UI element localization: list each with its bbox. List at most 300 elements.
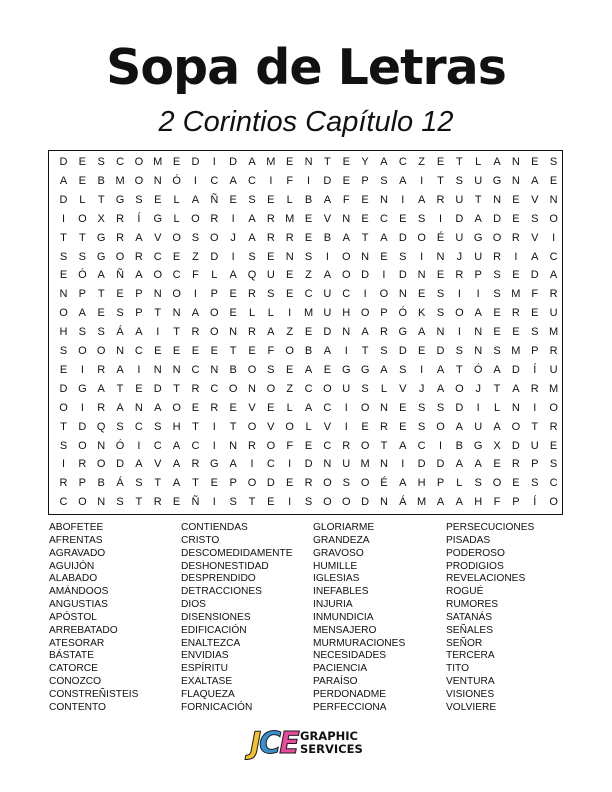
grid-letter[interactable]: S	[417, 212, 426, 225]
grid-letter[interactable]: S	[399, 363, 407, 376]
grid-letter[interactable]: E	[380, 250, 388, 263]
grid-letter[interactable]: R	[455, 269, 464, 282]
grid-letter[interactable]: É	[436, 231, 445, 244]
grid-letter[interactable]: B	[97, 174, 105, 187]
grid-letter[interactable]: O	[134, 174, 144, 187]
grid-letter[interactable]: H	[59, 326, 68, 339]
grid-letter[interactable]: C	[398, 156, 407, 168]
grid-letter[interactable]: O	[341, 496, 351, 509]
grid-letter[interactable]: I	[231, 250, 235, 263]
grid-letter[interactable]: P	[135, 288, 143, 301]
grid-letter[interactable]: E	[512, 326, 520, 339]
grid-letter[interactable]: F	[192, 269, 199, 282]
grid-letter[interactable]: M	[266, 156, 276, 168]
grid-letter[interactable]: O	[153, 269, 163, 282]
grid-letter[interactable]: T	[493, 382, 501, 395]
grid-letter[interactable]: N	[134, 401, 143, 414]
grid-letter[interactable]: Á	[116, 326, 124, 339]
grid-letter[interactable]: V	[399, 382, 407, 395]
grid-letter[interactable]: R	[97, 363, 106, 376]
grid-letter[interactable]: C	[323, 439, 332, 452]
grid-letter[interactable]: R	[530, 382, 539, 395]
grid-letter[interactable]: R	[116, 212, 125, 225]
grid-letter[interactable]: D	[191, 156, 200, 168]
grid-letter[interactable]: D	[361, 269, 370, 282]
grid-letter[interactable]: S	[493, 345, 501, 357]
grid-letter[interactable]: E	[229, 288, 237, 301]
grid-letter[interactable]: S	[59, 345, 68, 357]
grid-letter[interactable]: T	[154, 307, 162, 320]
grid-letter[interactable]: A	[474, 307, 482, 320]
grid-letter[interactable]: A	[436, 382, 445, 395]
grid-letter[interactable]: S	[116, 307, 124, 320]
grid-letter[interactable]: P	[380, 307, 388, 320]
grid-letter[interactable]: E	[286, 363, 294, 376]
grid-letter[interactable]: N	[323, 458, 332, 471]
grid-letter[interactable]: O	[360, 307, 370, 320]
grid-letter[interactable]: I	[344, 401, 348, 414]
grid-letter[interactable]: S	[549, 458, 558, 471]
grid-letter[interactable]: A	[436, 363, 445, 376]
grid-letter[interactable]: V	[323, 420, 332, 433]
grid-letter[interactable]: P	[210, 288, 218, 301]
grid-letter[interactable]: E	[116, 288, 124, 301]
grid-letter[interactable]: N	[511, 156, 520, 168]
grid-letter[interactable]: U	[342, 458, 351, 471]
grid-letter[interactable]: I	[325, 250, 329, 263]
grid-letter[interactable]: U	[549, 307, 558, 320]
grid-letter[interactable]: N	[398, 288, 407, 301]
grid-letter[interactable]: Z	[192, 250, 199, 263]
grid-letter[interactable]: D	[493, 212, 502, 225]
grid-letter[interactable]: C	[210, 174, 219, 187]
grid-letter[interactable]: Ó	[398, 307, 408, 320]
grid-letter[interactable]: D	[511, 439, 520, 452]
grid-letter[interactable]: O	[78, 496, 87, 509]
grid-letter[interactable]: O	[247, 363, 257, 376]
grid-letter[interactable]: S	[116, 496, 124, 509]
grid-letter[interactable]: S	[304, 496, 313, 509]
grid-letter[interactable]: Í	[533, 363, 537, 376]
grid-letter[interactable]: E	[78, 156, 87, 168]
grid-letter[interactable]: U	[323, 307, 332, 320]
grid-letter[interactable]: T	[437, 174, 444, 187]
grid-letter[interactable]: J	[418, 382, 425, 395]
grid-letter[interactable]: R	[304, 477, 313, 490]
grid-letter[interactable]: D	[210, 250, 219, 263]
grid-letter[interactable]: F	[531, 288, 539, 301]
grid-letter[interactable]: O	[266, 439, 276, 452]
grid-letter[interactable]: A	[229, 458, 237, 471]
grid-letter[interactable]: E	[549, 174, 558, 187]
grid-letter[interactable]: L	[248, 307, 256, 320]
grid-letter[interactable]: A	[172, 477, 181, 490]
grid-letter[interactable]: E	[78, 174, 87, 187]
grid-letter[interactable]: A	[248, 231, 256, 244]
grid-letter[interactable]: D	[436, 345, 445, 357]
grid-letter[interactable]: N	[379, 458, 388, 471]
grid-letter[interactable]: E	[436, 269, 445, 282]
grid-letter[interactable]: R	[379, 420, 388, 433]
grid-letter[interactable]: E	[512, 193, 520, 206]
grid-letter[interactable]: B	[229, 363, 237, 376]
grid-letter[interactable]: A	[135, 326, 143, 339]
grid-letter[interactable]: I	[61, 212, 66, 225]
grid-letter[interactable]: E	[191, 401, 200, 414]
grid-letter[interactable]: O	[78, 345, 87, 357]
grid-letter[interactable]: I	[307, 174, 311, 187]
grid-letter[interactable]: O	[228, 382, 238, 395]
grid-letter[interactable]: S	[380, 174, 388, 187]
grid-letter[interactable]: O	[134, 156, 144, 168]
grid-letter[interactable]: A	[531, 250, 539, 263]
grid-letter[interactable]: J	[230, 231, 236, 244]
grid-letter[interactable]: Q	[96, 420, 106, 433]
grid-letter[interactable]: P	[361, 174, 369, 187]
grid-letter[interactable]: I	[212, 439, 216, 452]
grid-letter[interactable]: I	[212, 496, 216, 509]
grid-letter[interactable]: S	[455, 345, 464, 357]
grid-letter[interactable]: O	[549, 212, 558, 225]
grid-letter[interactable]: I	[476, 288, 480, 301]
grid-letter[interactable]: S	[531, 477, 539, 490]
grid-letter[interactable]: O	[455, 307, 464, 320]
grid-letter[interactable]: U	[530, 439, 539, 452]
grid-letter[interactable]: C	[134, 345, 143, 357]
grid-letter[interactable]: B	[323, 231, 332, 244]
grid-letter[interactable]: L	[267, 307, 274, 320]
grid-letter[interactable]: A	[455, 420, 464, 433]
grid-letter[interactable]: A	[116, 401, 124, 414]
grid-letter[interactable]: I	[288, 496, 292, 509]
grid-letter[interactable]: M	[153, 156, 163, 168]
grid-letter[interactable]: O	[323, 382, 332, 395]
grid-letter[interactable]: V	[323, 212, 332, 225]
grid-letter[interactable]: A	[493, 363, 501, 376]
grid-letter[interactable]: C	[59, 496, 68, 509]
grid-letter[interactable]: I	[401, 458, 405, 471]
grid-letter[interactable]: I	[61, 458, 66, 471]
grid-letter[interactable]: C	[304, 288, 313, 301]
grid-letter[interactable]: C	[153, 439, 162, 452]
grid-letter[interactable]: V	[531, 193, 539, 206]
grid-letter[interactable]: I	[420, 250, 424, 263]
grid-letter[interactable]: E	[97, 307, 105, 320]
grid-letter[interactable]: N	[379, 496, 388, 509]
grid-letter[interactable]: O	[247, 477, 257, 490]
grid-letter[interactable]: S	[380, 345, 388, 357]
grid-letter[interactable]: G	[96, 250, 106, 263]
grid-letter[interactable]: E	[248, 345, 256, 357]
grid-letter[interactable]: X	[97, 212, 105, 225]
grid-letter[interactable]: S	[436, 401, 445, 414]
grid-letter[interactable]: O	[417, 231, 426, 244]
grid-letter[interactable]: T	[192, 420, 199, 433]
grid-letter[interactable]: I	[193, 174, 197, 187]
grid-letter[interactable]: E	[267, 401, 275, 414]
grid-letter[interactable]: N	[511, 174, 520, 187]
grid-letter[interactable]: E	[399, 401, 407, 414]
grid-letter[interactable]: T	[229, 420, 237, 433]
grid-letter[interactable]: S	[493, 288, 501, 301]
grid-letter[interactable]: R	[97, 401, 106, 414]
grid-letter[interactable]: G	[153, 212, 163, 225]
grid-letter[interactable]: A	[399, 477, 407, 490]
grid-letter[interactable]: S	[248, 250, 256, 263]
grid-letter[interactable]: C	[116, 156, 125, 168]
grid-letter[interactable]: A	[267, 326, 275, 339]
grid-letter[interactable]: R	[285, 231, 294, 244]
grid-letter[interactable]: O	[360, 477, 370, 490]
grid-letter[interactable]: I	[193, 288, 197, 301]
grid-letter[interactable]: M	[115, 174, 125, 187]
grid-letter[interactable]: P	[474, 269, 482, 282]
grid-letter[interactable]: N	[153, 174, 162, 187]
grid-letter[interactable]: C	[342, 288, 351, 301]
grid-letter[interactable]: E	[59, 269, 68, 282]
grid-letter[interactable]: A	[304, 401, 313, 414]
grid-letter[interactable]: B	[304, 193, 313, 206]
grid-letter[interactable]: I	[457, 326, 461, 339]
grid-letter[interactable]: S	[59, 439, 68, 452]
grid-letter[interactable]: S	[304, 250, 313, 263]
grid-letter[interactable]: C	[191, 363, 200, 376]
grid-letter[interactable]: V	[267, 420, 275, 433]
grid-letter[interactable]: R	[266, 231, 275, 244]
grid-letter[interactable]: C	[549, 250, 558, 263]
grid-letter[interactable]: E	[531, 307, 539, 320]
grid-letter[interactable]: U	[474, 420, 483, 433]
grid-letter[interactable]: M	[417, 496, 427, 509]
grid-letter[interactable]: D	[455, 212, 464, 225]
grid-letter[interactable]: O	[59, 307, 68, 320]
grid-letter[interactable]: Z	[418, 156, 425, 168]
grid-letter[interactable]: E	[229, 307, 237, 320]
grid-letter[interactable]: I	[344, 345, 348, 357]
grid-letter[interactable]: B	[455, 439, 464, 452]
grid-letter[interactable]: R	[210, 212, 219, 225]
grid-letter[interactable]: O	[172, 288, 181, 301]
grid-letter[interactable]: C	[153, 250, 162, 263]
grid-letter[interactable]: R	[191, 382, 200, 395]
grid-letter[interactable]: S	[455, 174, 464, 187]
grid-letter[interactable]: D	[266, 477, 275, 490]
grid-letter[interactable]: N	[436, 250, 445, 263]
grid-letter[interactable]: A	[417, 326, 426, 339]
grid-letter[interactable]: N	[116, 345, 125, 357]
grid-letter[interactable]: R	[511, 307, 520, 320]
grid-letter[interactable]: U	[549, 363, 558, 376]
grid-letter[interactable]: E	[59, 363, 68, 376]
grid-letter[interactable]: E	[154, 345, 162, 357]
grid-letter[interactable]: D	[229, 156, 238, 168]
grid-letter[interactable]: A	[304, 363, 313, 376]
grid-letter[interactable]: O	[341, 269, 351, 282]
grid-letter[interactable]: E	[361, 420, 369, 433]
grid-letter[interactable]: N	[511, 401, 520, 414]
grid-letter[interactable]: A	[135, 231, 143, 244]
grid-letter[interactable]: S	[493, 269, 501, 282]
grid-letter[interactable]: E	[172, 156, 181, 168]
grid-letter[interactable]: N	[304, 156, 313, 168]
grid-letter[interactable]: D	[153, 382, 162, 395]
grid-letter[interactable]: I	[344, 420, 348, 433]
grid-letter[interactable]: A	[59, 174, 68, 187]
grid-letter[interactable]: E	[342, 156, 350, 168]
grid-letter[interactable]: A	[97, 382, 105, 395]
grid-letter[interactable]: O	[78, 439, 87, 452]
grid-letter[interactable]: A	[417, 193, 426, 206]
grid-letter[interactable]: T	[361, 231, 369, 244]
grid-letter[interactable]: E	[323, 363, 332, 376]
grid-letter[interactable]: A	[512, 382, 520, 395]
grid-letter[interactable]: G	[360, 363, 370, 376]
grid-letter[interactable]: E	[135, 382, 143, 395]
grid-letter[interactable]: N	[153, 363, 162, 376]
grid-letter[interactable]: Z	[286, 382, 294, 395]
grid-letter[interactable]: Í	[533, 496, 537, 509]
grid-letter[interactable]: H	[474, 496, 483, 509]
grid-letter[interactable]: T	[60, 231, 67, 244]
grid-letter[interactable]: J	[475, 382, 481, 395]
grid-letter[interactable]: P	[531, 458, 539, 471]
grid-letter[interactable]: S	[248, 193, 256, 206]
grid-letter[interactable]: R	[78, 458, 87, 471]
grid-letter[interactable]: I	[401, 193, 405, 206]
grid-letter[interactable]: N	[172, 363, 181, 376]
grid-letter[interactable]: I	[269, 174, 273, 187]
grid-letter[interactable]: M	[511, 345, 521, 357]
grid-letter[interactable]: C	[323, 401, 332, 414]
grid-letter[interactable]: T	[474, 193, 482, 206]
grid-letter[interactable]: Ó	[473, 363, 483, 376]
grid-letter[interactable]: N	[549, 193, 558, 206]
grid-letter[interactable]: D	[455, 401, 464, 414]
grid-letter[interactable]: O	[59, 401, 68, 414]
grid-letter[interactable]: S	[474, 477, 482, 490]
grid-letter[interactable]: S	[436, 307, 445, 320]
grid-letter[interactable]: A	[493, 420, 501, 433]
grid-letter[interactable]: N	[285, 250, 294, 263]
grid-letter[interactable]: T	[116, 382, 124, 395]
grid-letter[interactable]: T	[531, 420, 539, 433]
grid-letter[interactable]: G	[398, 326, 408, 339]
grid-letter[interactable]: I	[231, 212, 235, 225]
grid-letter[interactable]: P	[512, 496, 520, 509]
grid-letter[interactable]: A	[191, 193, 200, 206]
grid-letter[interactable]: S	[342, 477, 350, 490]
grid-letter[interactable]: I	[457, 288, 461, 301]
grid-letter[interactable]: R	[342, 439, 351, 452]
grid-letter[interactable]: O	[96, 458, 106, 471]
grid-letter[interactable]: Y	[361, 156, 369, 168]
grid-letter[interactable]: E	[172, 250, 181, 263]
grid-letter[interactable]: G	[96, 231, 106, 244]
grid-letter[interactable]: E	[172, 496, 181, 509]
grid-letter[interactable]: S	[361, 382, 369, 395]
grid-letter[interactable]: R	[210, 401, 219, 414]
grid-letter[interactable]: C	[134, 420, 143, 433]
grid-letter[interactable]: I	[363, 288, 367, 301]
grid-letter[interactable]: O	[210, 326, 219, 339]
grid-letter[interactable]: X	[493, 439, 501, 452]
grid-letter[interactable]: R	[59, 477, 68, 490]
grid-letter[interactable]: L	[475, 156, 482, 168]
grid-letter[interactable]: I	[80, 363, 84, 376]
grid-letter[interactable]: N	[474, 345, 483, 357]
grid-letter[interactable]: S	[78, 250, 87, 263]
grid-letter[interactable]: E	[229, 193, 237, 206]
grid-letter[interactable]: O	[492, 477, 502, 490]
grid-letter[interactable]: C	[549, 477, 558, 490]
grid-letter[interactable]: I	[533, 401, 537, 414]
grid-letter[interactable]: O	[549, 496, 558, 509]
grid-letter[interactable]: O	[455, 382, 464, 395]
grid-letter[interactable]: B	[304, 345, 313, 357]
grid-letter[interactable]: E	[436, 156, 445, 168]
grid-letter[interactable]: E	[286, 156, 294, 168]
grid-letter[interactable]: T	[229, 345, 237, 357]
grid-letter[interactable]: S	[97, 326, 105, 339]
grid-letter[interactable]: G	[492, 174, 502, 187]
grid-letter[interactable]: S	[531, 326, 539, 339]
grid-letter[interactable]: I	[552, 231, 556, 244]
grid-letter[interactable]: S	[229, 496, 237, 509]
grid-letter[interactable]: S	[97, 156, 105, 168]
grid-letter[interactable]: V	[248, 401, 256, 414]
grid-letter[interactable]: T	[173, 326, 180, 339]
grid-letter[interactable]: R	[549, 420, 558, 433]
grid-letter[interactable]: U	[474, 174, 483, 187]
grid-letter[interactable]: C	[304, 382, 313, 395]
grid-letter[interactable]: I	[420, 174, 424, 187]
grid-letter[interactable]: U	[455, 231, 464, 244]
grid-letter[interactable]: G	[473, 231, 483, 244]
grid-letter[interactable]: A	[531, 174, 539, 187]
grid-letter[interactable]: A	[154, 401, 162, 414]
grid-letter[interactable]: N	[436, 326, 445, 339]
grid-letter[interactable]: É	[380, 477, 388, 490]
grid-letter[interactable]: A	[399, 439, 407, 452]
grid-letter[interactable]: U	[266, 269, 275, 282]
grid-letter[interactable]: S	[78, 326, 87, 339]
grid-letter[interactable]: M	[549, 382, 559, 395]
grid-letter[interactable]: D	[323, 326, 332, 339]
grid-letter[interactable]: N	[493, 193, 502, 206]
grid-letter[interactable]: R	[379, 326, 388, 339]
grid-letter[interactable]: I	[514, 250, 518, 263]
grid-letter[interactable]: O	[247, 420, 257, 433]
grid-letter[interactable]: Ó	[115, 439, 125, 452]
grid-letter[interactable]: A	[380, 156, 388, 168]
grid-letter[interactable]: O	[172, 401, 181, 414]
grid-letter[interactable]: S	[436, 288, 445, 301]
grid-letter[interactable]: F	[286, 439, 294, 452]
grid-letter[interactable]: R	[511, 231, 520, 244]
grid-letter[interactable]: A	[135, 269, 143, 282]
grid-letter[interactable]: Á	[399, 496, 407, 509]
grid-letter[interactable]: F	[267, 345, 275, 357]
grid-letter[interactable]: I	[438, 212, 443, 225]
grid-letter[interactable]: A	[342, 231, 350, 244]
grid-letter[interactable]: A	[135, 458, 143, 471]
grid-letter[interactable]: V	[154, 458, 162, 471]
grid-letter[interactable]: N	[97, 496, 106, 509]
grid-letter[interactable]: O	[210, 231, 219, 244]
grid-letter[interactable]: L	[380, 382, 387, 395]
grid-letter[interactable]: D	[116, 458, 125, 471]
grid-letter[interactable]: E	[210, 477, 218, 490]
